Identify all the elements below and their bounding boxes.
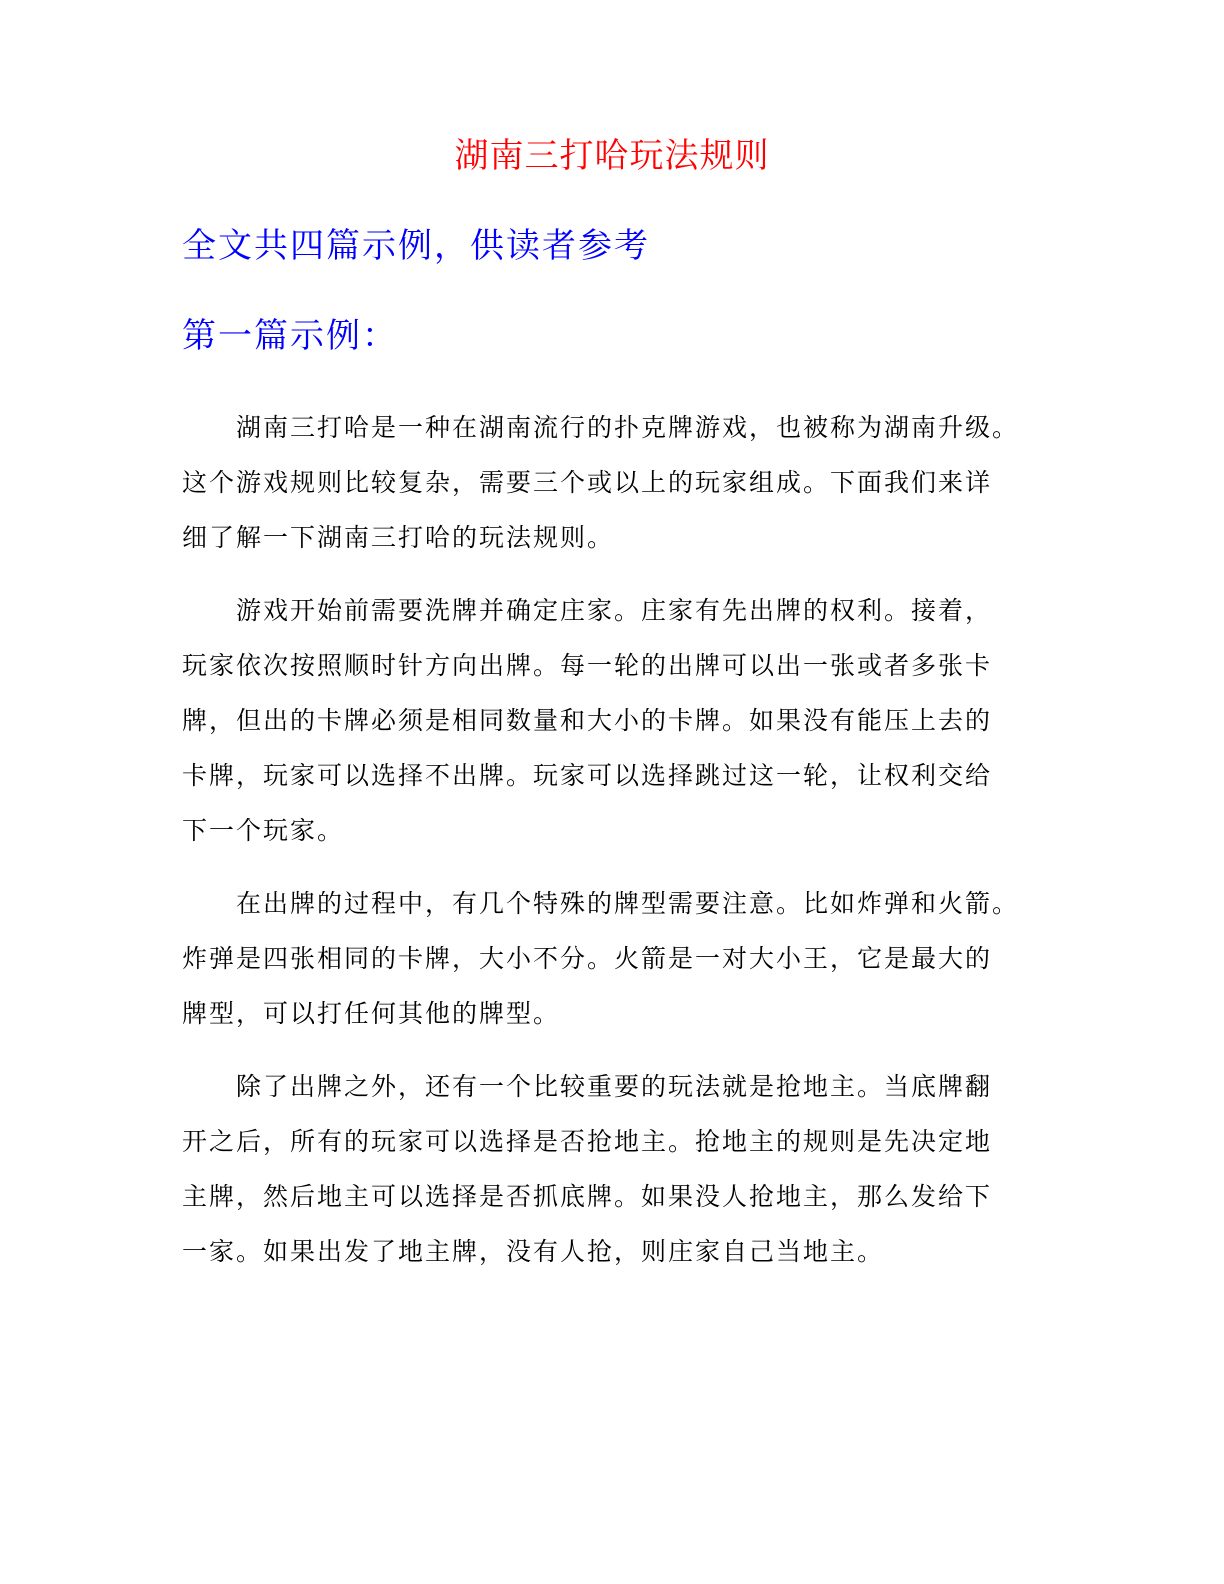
- paragraph-line: 这个游戏规则比较复杂，需要三个或以上的玩家组成。下面我们来详: [182, 468, 993, 497]
- document-title: 湖南三打哈玩法规则: [454, 136, 770, 176]
- paragraph-1: [182, 400, 1052, 565]
- paragraph-line: 牌，但出的卡牌必须是相同数量和大小的卡牌。如果没有能压上去的: [182, 706, 993, 735]
- document-summary: 全文共四篇示例，供读者参考: [182, 226, 650, 266]
- paragraph-2: [182, 583, 1052, 858]
- paragraph-line: 炸弹是四张相同的卡牌，大小不分。火箭是一对大小王，它是最大的: [182, 944, 993, 973]
- paragraph-line: 下一个玩家。: [182, 816, 345, 845]
- paragraph-line: 细了解一下湖南三打哈的玩法规则。: [182, 523, 615, 552]
- paragraph-line: 除了出牌之外，还有一个比较重要的玩法就是抢地主。当底牌翻: [236, 1072, 993, 1101]
- paragraph-line: 卡牌，玩家可以选择不出牌。玩家可以选择跳过这一轮，让权利交给: [182, 761, 993, 790]
- paragraph-line: 主牌，然后地主可以选择是否抓底牌。如果没人抢地主，那么发给下: [182, 1182, 993, 1211]
- paragraph-line: 开之后，所有的玩家可以选择是否抢地主。抢地主的规则是先决定地: [182, 1127, 993, 1156]
- paragraph-line: 在出牌的过程中，有几个特殊的牌型需要注意。比如炸弹和火箭。: [236, 889, 1020, 918]
- paragraph-line: 湖南三打哈是一种在湖南流行的扑克牌游戏，也被称为湖南升级。: [236, 413, 1020, 442]
- paragraph-line: 玩家依次按照顺时针方向出牌。每一轮的出牌可以出一张或者多张卡: [182, 651, 993, 680]
- paragraph-line: 牌型，可以打任何其他的牌型。: [182, 999, 561, 1028]
- paragraph-line: 游戏开始前需要洗牌并确定庄家。庄家有先出牌的权利。接着，: [236, 596, 993, 625]
- paragraph-line: 一家。如果出发了地主牌，没有人抢，则庄家自己当地主。: [182, 1237, 885, 1266]
- paragraph-3: [182, 876, 1052, 1041]
- section-heading: 第一篇示例：: [182, 316, 398, 356]
- paragraph-4: [182, 1059, 1052, 1279]
